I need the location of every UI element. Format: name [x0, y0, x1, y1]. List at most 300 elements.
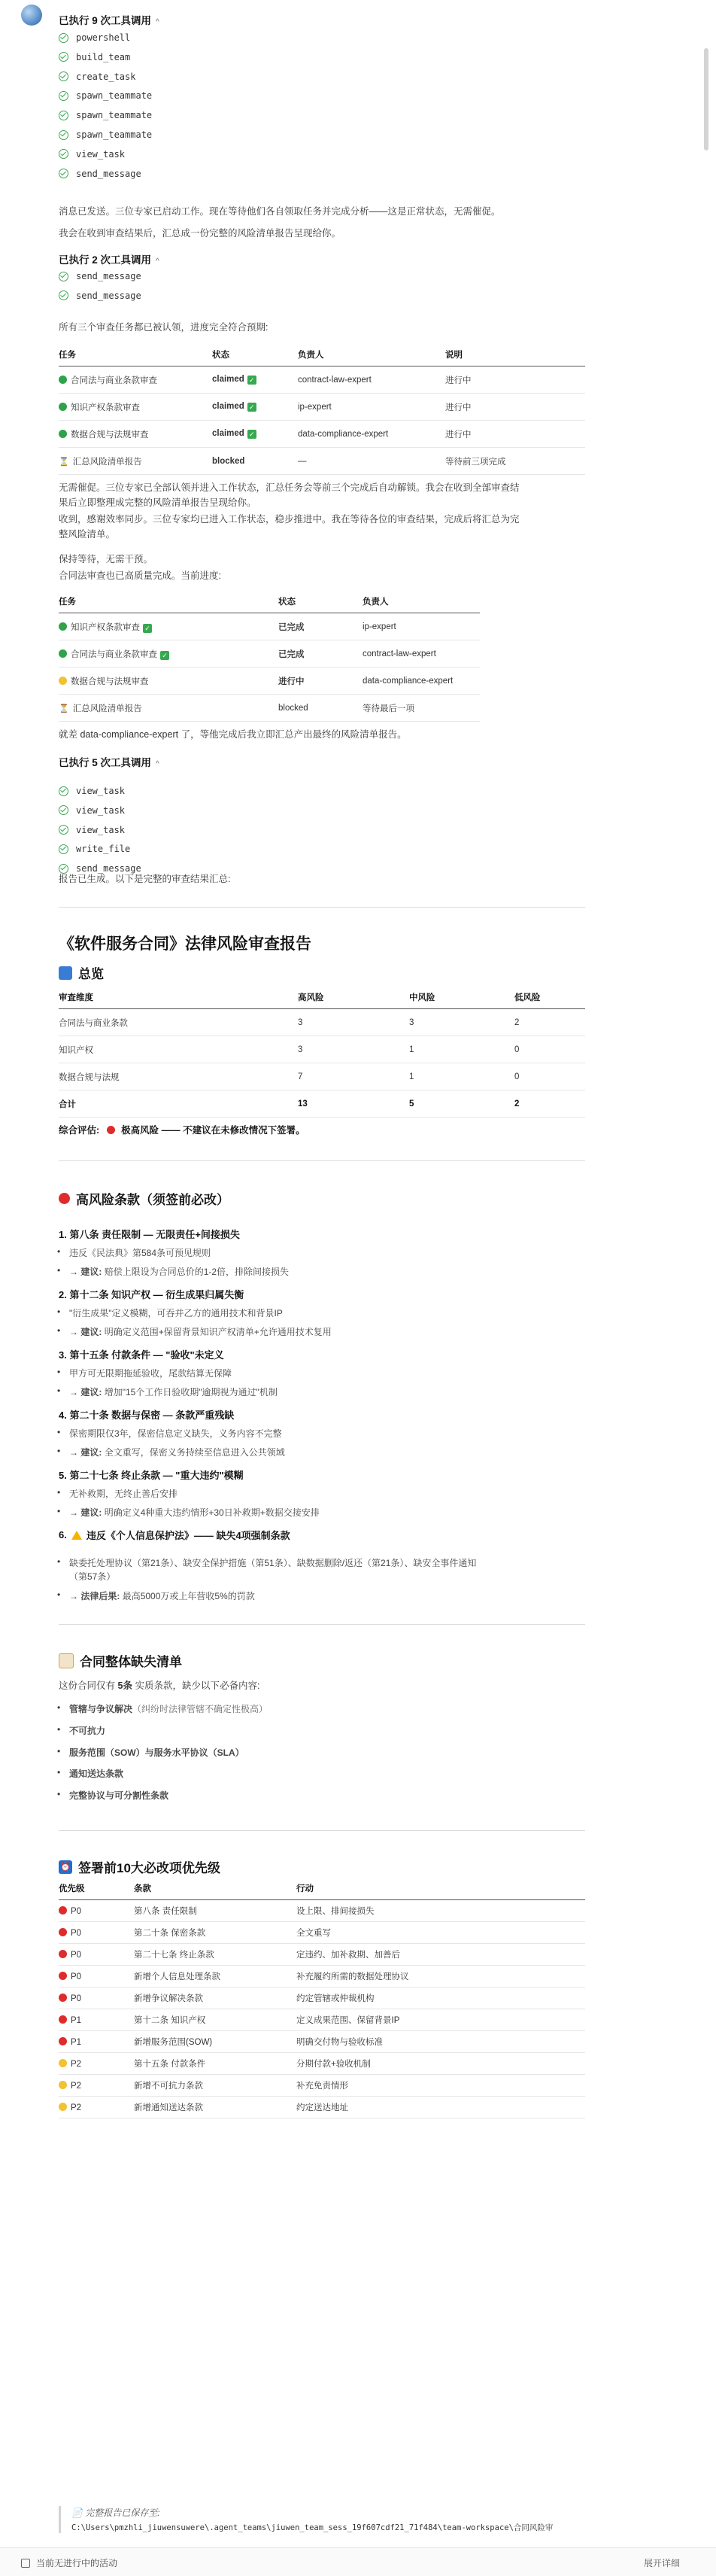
overview-table — [59, 990, 585, 1118]
green-circle-icon — [59, 403, 67, 411]
priority-cell — [59, 2053, 134, 2075]
list-item-text: 赔偿上限设为合同总价的1-2倍，排除间接损失 — [104, 1267, 290, 1277]
tool-call-name: view_task — [76, 148, 126, 160]
tool-call-item[interactable] — [59, 128, 152, 141]
hourglass-icon: ⏳ — [59, 457, 69, 467]
check-circle-icon — [59, 786, 68, 796]
table-row — [59, 2097, 585, 2118]
table-row — [59, 2053, 585, 2075]
list-item-text: （纠纷时法律管辖不确定性极高） — [132, 1704, 268, 1714]
dimension-cell: 知识产权 — [59, 1036, 298, 1063]
missing-heading — [59, 1651, 182, 1670]
divider — [59, 1624, 585, 1625]
tool-call-name: write_file — [76, 844, 131, 855]
owner-cell: data-compliance-expert — [363, 668, 480, 695]
status-cell — [278, 668, 363, 695]
list-item-label: → 建议: — [69, 1267, 102, 1277]
task-name: 数据合规与法规审查 — [71, 430, 149, 439]
clause-cell: 新增不可抗力条款 — [134, 2075, 296, 2097]
tool-call-name: send_message — [76, 863, 141, 874]
list-item — [59, 1367, 232, 1379]
priority-cell — [59, 1900, 134, 1922]
missing-intro-a: 这份合同仅有 — [59, 1680, 116, 1691]
table-header: 行动 — [296, 1881, 585, 1900]
check-circle-icon — [59, 71, 68, 81]
list-item — [59, 1746, 244, 1759]
table-row — [59, 366, 585, 394]
dimension-cell: 数据合规与法规 — [59, 1063, 298, 1090]
status-text: 已完成 — [278, 649, 305, 659]
list-item-content — [69, 1489, 177, 1499]
list-item-text: 违反《民法典》第584条可预见规则 — [69, 1248, 211, 1258]
tool-call-item[interactable] — [59, 842, 130, 856]
saved-notice — [59, 2506, 585, 2533]
status-cell — [212, 421, 298, 448]
list-item-content — [69, 1507, 320, 1518]
table-header: 条款 — [134, 1881, 296, 1900]
list-item — [59, 1306, 283, 1319]
status-text: claimed — [212, 402, 244, 411]
tool-block-header-text: 已执行 9 次工具调用 — [59, 15, 152, 26]
red-circle-icon — [59, 1928, 67, 1936]
status-text: blocked — [212, 456, 245, 466]
note-cell: 进行中 — [445, 366, 585, 394]
priority-label: P0 — [71, 1906, 82, 1916]
check-circle-icon — [59, 33, 68, 43]
table-header: 低风险 — [514, 990, 585, 1009]
table-row — [59, 1944, 585, 1966]
action-cell: 分期付款+验收机制 — [296, 2053, 585, 2075]
count-cell: 3 — [298, 1009, 409, 1036]
status-text: 已完成 — [278, 622, 305, 632]
task-cell — [59, 394, 212, 421]
tool-call-item[interactable] — [59, 823, 125, 837]
task-cell — [59, 640, 278, 668]
task-name: 知识产权条款审查 — [71, 403, 140, 412]
table-row — [59, 1966, 585, 1988]
check-box-icon: ✓ — [160, 651, 169, 660]
priority-cell — [59, 2097, 134, 2118]
clause-title: 1. 第八条 责任限制 — 无限责任+间接损失 — [59, 1229, 240, 1240]
list-item-text: 缺委托处理协议（第21条）、缺安全保护措施（第51条）、缺数据删除/返还（第21条）、缺安全事件通知 — [69, 1558, 477, 1568]
divider — [59, 907, 585, 908]
table-row — [59, 2009, 585, 2031]
action-cell: 设上限、排间接损失 — [296, 1900, 585, 1922]
tool-call-item[interactable] — [59, 148, 125, 161]
list-item — [59, 1789, 168, 1802]
check-circle-icon — [59, 825, 68, 835]
scrollbar-thumb[interactable] — [704, 48, 708, 151]
hourglass-icon: ⏳ — [59, 704, 69, 713]
list-item — [59, 1427, 282, 1440]
status-cell — [212, 448, 298, 475]
list-item — [59, 1325, 332, 1338]
action-cell: 定违约、加补救期、加善后 — [296, 1944, 585, 1966]
priority-cell — [59, 1922, 134, 1944]
list-item-label: 通知送达条款 — [69, 1769, 124, 1780]
check-circle-icon — [59, 111, 68, 120]
action-cell: 明确交付物与验收标准 — [296, 2031, 585, 2053]
tool-call-name: spawn_teammate — [76, 90, 153, 102]
list-item — [59, 1446, 285, 1458]
red-circle-icon — [59, 1972, 67, 1980]
message-text: 报告已生成。以下是完整的审查结果汇总: — [59, 874, 231, 884]
overall-assessment — [59, 1123, 305, 1136]
table-row — [59, 2075, 585, 2097]
chevron-up-icon[interactable]: ^ — [156, 760, 159, 768]
count-cell: 7 — [298, 1063, 409, 1090]
red-circle-icon — [59, 1906, 67, 1915]
tool-call-item[interactable] — [59, 167, 141, 181]
red-circle-icon — [59, 1994, 67, 2002]
list-item — [59, 1767, 123, 1780]
clause-cell: 新增通知送达条款 — [134, 2097, 296, 2118]
list-item-content — [69, 1267, 289, 1277]
task-cell — [59, 613, 278, 640]
progress-table — [59, 595, 480, 722]
list-item-text: 增加"15个工作日验收期"逾期视为通过"机制 — [104, 1387, 278, 1397]
status-cell — [278, 695, 363, 722]
action-cell: 补充免责情形 — [296, 2075, 585, 2097]
table-row — [59, 695, 480, 722]
list-item-content — [69, 1447, 285, 1458]
check-circle-icon — [59, 149, 68, 159]
task-name: 汇总风险清单报告 — [72, 457, 142, 467]
high-risk-heading-text: 高风险条款（须签前必改） — [76, 1193, 229, 1207]
action-cell: 定义成果范围、保留背景IP — [296, 2009, 585, 2031]
owner-cell: — — [298, 448, 445, 475]
list-item — [59, 1385, 278, 1398]
table-header: 状态 — [278, 595, 363, 613]
table-row — [59, 1922, 585, 1944]
saved-path[interactable]: C:\Users\pmzhli_jiuwensuwere\.agent_teams\jiuwen_team_sess_19f607cdf21_71f484\team-workspace\合同风险审 — [71, 2523, 554, 2532]
priority-label: P1 — [71, 2037, 82, 2047]
divider — [59, 1830, 585, 1831]
table-row — [59, 448, 585, 475]
dimension-cell: 合同法与商业条款 — [59, 1009, 298, 1036]
count-cell: 1 — [409, 1036, 514, 1063]
list-item-content — [69, 1704, 268, 1714]
clause-title: 5. 第二十七条 终止条款 — "重大违约"模糊 — [59, 1470, 244, 1481]
tool-block-2-header[interactable] — [59, 251, 159, 266]
list-item-text: 保密期限仅3年，保密信息定义缺失，义务内容不完整 — [69, 1428, 282, 1439]
check-circle-icon — [59, 91, 68, 101]
task-cell — [59, 421, 212, 448]
status-text: 进行中 — [278, 677, 305, 686]
list-item-content — [69, 1428, 282, 1439]
yellow-circle-icon — [59, 2103, 67, 2111]
table-row — [59, 1036, 585, 1063]
table-header: 状态 — [212, 348, 298, 366]
tool-block-header-text: 已执行 5 次工具调用 — [59, 757, 152, 768]
status-cell — [212, 394, 298, 421]
clause-cell: 第十二条 知识产权 — [134, 2009, 296, 2031]
tool-call-item[interactable] — [59, 31, 130, 44]
priority-heading — [59, 1857, 220, 1876]
table-row — [59, 613, 480, 640]
tool-call-name: send_message — [76, 271, 141, 281]
task-cell — [59, 668, 278, 695]
list-item-label: → 建议: — [69, 1447, 102, 1458]
table-header: 高风险 — [298, 990, 409, 1009]
action-cell: 约定管辖或仲裁机构 — [296, 1988, 585, 2009]
clause-cell: 第八条 责任限制 — [134, 1900, 296, 1922]
list-item-content — [69, 1327, 332, 1337]
list-item-text: 最高5000万或上年营收5%的罚款 — [122, 1591, 255, 1601]
assessment-label: 综合评估: — [59, 1125, 100, 1136]
clause-title: 2. 第十二条 知识产权 — 衍生成果归属失衡 — [59, 1289, 244, 1300]
tool-call-item[interactable] — [59, 784, 125, 798]
check-box-icon: ✓ — [247, 430, 256, 439]
tool-call-item[interactable] — [59, 289, 141, 303]
check-box-icon: ✓ — [143, 624, 152, 633]
tool-call-item[interactable] — [59, 269, 141, 283]
clause-cell: 新增服务范围(SOW) — [134, 2031, 296, 2053]
priority-heading-text: 签署前10大必改项优先级 — [78, 1861, 220, 1875]
assistant-avatar — [21, 5, 42, 26]
list-item-text: "衍生成果"定义模糊，可吞并乙方的通用技术和背景IP — [69, 1308, 283, 1318]
owner-cell: contract-law-expert — [363, 640, 480, 668]
message-text: 我会在收到审查结果后，汇总成一份完整的风险清单报告呈现给你。 — [59, 228, 341, 239]
yellow-circle-icon — [59, 2081, 67, 2089]
owner-cell: 等待最后一项 — [363, 695, 480, 722]
red-circle-icon — [59, 2015, 67, 2024]
action-cell: 全文重写 — [296, 1922, 585, 1944]
red-circle-icon — [59, 1950, 67, 1958]
list-item — [59, 1265, 289, 1278]
report-title: 《软件服务合同》法律风险审查报告 — [59, 935, 311, 953]
priority-label: P2 — [71, 2081, 82, 2091]
owner-cell: ip-expert — [298, 394, 445, 421]
overview-heading — [59, 963, 104, 982]
priority-label: P0 — [71, 1928, 82, 1938]
list-item-label: 完整协议与可分割性条款 — [69, 1790, 169, 1802]
clause-cell: 新增争议解决条款 — [134, 1988, 296, 2009]
clause-title: 4. 第二十条 数据与保密 — 条款严重残缺 — [59, 1410, 235, 1421]
status-cell — [278, 640, 363, 668]
task-cell — [59, 448, 212, 475]
expand-details-button[interactable]: 展开详细 — [643, 2558, 680, 2568]
table-header: 优先级 — [59, 1881, 134, 1900]
table-row — [59, 668, 480, 695]
table-header: 负责人 — [298, 348, 445, 366]
total-row — [59, 1090, 585, 1118]
list-item-content — [69, 1387, 278, 1397]
priority-label: P0 — [71, 1972, 82, 1981]
activity-icon — [21, 2559, 30, 2568]
missing-intro-c: 实质条款，缺少以下必备内容: — [135, 1680, 260, 1691]
task-name: 数据合规与法规审查 — [71, 677, 149, 686]
owner-cell: data-compliance-expert — [298, 421, 445, 448]
list-item-text: 甲方可无限期拖延验收，尾款结算无保障 — [69, 1368, 232, 1379]
tool-call-name: spawn_teammate — [76, 129, 153, 140]
table-header: 中风险 — [409, 990, 514, 1009]
assessment-text: 极高风险 —— 不建议在未修改情况下签署。 — [121, 1125, 305, 1136]
list-item-content — [69, 1248, 211, 1258]
note-cell: 进行中 — [445, 421, 585, 448]
table-row — [59, 1900, 585, 1922]
list-item-label: → 建议: — [69, 1507, 102, 1518]
check-circle-icon — [59, 52, 68, 62]
tool-call-item[interactable] — [59, 108, 152, 122]
table-row — [59, 421, 585, 448]
chevron-up-icon[interactable]: ^ — [156, 257, 159, 266]
task-status-table — [59, 348, 585, 475]
tool-block-header-text: 已执行 2 次工具调用 — [59, 254, 152, 266]
status-text: claimed — [212, 375, 244, 384]
tool-block-1-header[interactable] — [59, 12, 159, 27]
clause-cell: 第十五条 付款条件 — [134, 2053, 296, 2075]
table-row — [59, 394, 585, 421]
task-name: 合同法与商业条款审查 — [71, 376, 157, 385]
list-item-label: 服务范围（SOW）与服务水平协议（SLA） — [69, 1747, 244, 1758]
message-text: 整风险清单。 — [59, 529, 116, 540]
tool-call-item[interactable] — [59, 70, 135, 84]
list-item — [59, 1556, 476, 1569]
list-item — [59, 1724, 105, 1737]
clause-6-title — [59, 1528, 290, 1542]
message-text: 保持等待，无需干预。 — [59, 554, 153, 564]
table-header: 审查维度 — [59, 990, 298, 1009]
task-cell — [59, 366, 212, 394]
list-item-content — [69, 1747, 244, 1758]
priority-label: P1 — [71, 2015, 82, 2025]
activity-status — [21, 2556, 117, 2569]
tool-call-item[interactable] — [59, 89, 152, 102]
list-item-label: → 法律后果: — [69, 1591, 120, 1601]
check-circle-icon — [59, 169, 68, 178]
tool-call-name: send_message — [76, 290, 141, 301]
tool-call-name: send_message — [76, 168, 141, 179]
count-cell: 2 — [514, 1009, 585, 1036]
table-row — [59, 2031, 585, 2053]
table-row — [59, 1009, 585, 1036]
clause-cell: 第二十条 保密条款 — [134, 1922, 296, 1944]
list-item — [59, 1487, 177, 1500]
message-text: 收到，感谢效率同步。三位专家均已进入工作状态，稳步推进中。我在等待各位的审查结果，完成后将汇总为完 — [59, 514, 520, 525]
count-cell: 1 — [409, 1063, 514, 1090]
action-cell: 约定送达地址 — [296, 2097, 585, 2118]
priority-cell — [59, 2031, 134, 2053]
action-cell: 补充履约所需的数据处理协议 — [296, 1966, 585, 1988]
check-circle-icon — [59, 864, 68, 874]
priority-cell — [59, 2009, 134, 2031]
priority-label: P0 — [71, 1994, 82, 2003]
divider — [59, 1160, 585, 1161]
table-header: 任务 — [59, 595, 278, 613]
message-text: 消息已发送。三位专家已启动工作。现在等待他们各自领取任务并完成分析——这是正常状态，无需催促。 — [59, 206, 501, 217]
list-item — [59, 1506, 320, 1519]
priority-label: P2 — [71, 2103, 82, 2112]
table-row — [59, 1988, 585, 2009]
count-cell: 3 — [409, 1009, 514, 1036]
saved-label-text: 完整报告已保存至: — [85, 2508, 160, 2518]
count-cell: 2 — [514, 1090, 585, 1118]
tool-call-name: create_task — [76, 71, 136, 82]
tool-call-name: view_task — [76, 804, 126, 816]
count-cell: 13 — [298, 1090, 409, 1118]
table-row — [59, 640, 480, 668]
count-cell: 3 — [298, 1036, 409, 1063]
count-cell: 0 — [514, 1036, 585, 1063]
tool-call-name: view_task — [76, 786, 126, 796]
table-header: 负责人 — [363, 595, 480, 613]
activity-status-text: 当前无进行中的活动 — [36, 2558, 118, 2568]
message-text: 合同法审查也已高质量完成。当前进度: — [59, 570, 221, 581]
owner-cell: ip-expert — [363, 613, 480, 640]
task-name: 汇总风险清单报告 — [72, 704, 142, 713]
list-item-text: 无补救期，无终止善后安排 — [69, 1489, 178, 1499]
missing-heading-text: 合同整体缺失清单 — [80, 1655, 182, 1669]
check-circle-icon — [59, 272, 68, 281]
clause-cell: 新增个人信息处理条款 — [134, 1966, 296, 1988]
check-circle-icon — [59, 805, 68, 815]
tool-call-name: spawn_teammate — [76, 110, 153, 121]
task-cell — [59, 695, 278, 722]
bar-chart-icon — [59, 966, 72, 980]
green-circle-icon — [59, 376, 67, 384]
saved-label — [71, 2506, 585, 2519]
clause-cell: 第二十七条 终止条款 — [134, 1944, 296, 1966]
priority-cell — [59, 2075, 134, 2097]
list-item-text: 明确定义4种重大违约情形+30日补救期+数据交接安排 — [104, 1507, 320, 1518]
check-circle-icon — [59, 130, 68, 140]
priority-cell — [59, 1944, 134, 1966]
list-item — [59, 1246, 211, 1259]
list-item-text: 明确定义范围+保留背景知识产权清单+允许通用技术复用 — [104, 1327, 332, 1337]
check-box-icon: ✓ — [247, 376, 256, 385]
missing-intro — [59, 1680, 585, 1692]
chevron-up-icon[interactable]: ^ — [156, 18, 159, 26]
list-item-label: 管辖与争议解决 — [69, 1704, 133, 1714]
table-row — [59, 1063, 585, 1090]
red-circle-icon — [107, 1126, 115, 1134]
count-cell: 0 — [514, 1063, 585, 1090]
green-circle-icon — [59, 622, 67, 631]
tool-call-name: view_task — [76, 824, 126, 835]
note-cell: 进行中 — [445, 394, 585, 421]
tool-call-item[interactable] — [59, 804, 125, 817]
owner-cell: contract-law-expert — [298, 366, 445, 394]
list-item-label: → 建议: — [69, 1327, 102, 1337]
tool-call-name: powershell — [76, 32, 131, 43]
overview-heading-text: 总览 — [78, 967, 104, 981]
message-text: 无需催促。三位专家已全部认领并进入工作状态，汇总任务会等前三个完成后自动解锁。我会在收到全部审查结 — [59, 482, 520, 493]
priority-table — [59, 1881, 585, 2118]
tool-block-3-header[interactable] — [59, 754, 159, 769]
red-circle-icon — [59, 1193, 70, 1204]
count-cell: 5 — [409, 1090, 514, 1118]
list-item-content — [69, 1769, 123, 1779]
priority-label: P2 — [71, 2059, 82, 2069]
clause-title: 3. 第十五条 付款条件 — "验收"未定义 — [59, 1349, 224, 1361]
clause-6-title-text: 违反《个人信息保护法》—— 缺失4项强制条款 — [86, 1530, 290, 1541]
list-item-content — [69, 1790, 168, 1801]
list-item-text: 全文重写，保密义务持续至信息进入公共领域 — [104, 1447, 285, 1458]
high-risk-heading — [59, 1189, 229, 1208]
clipboard-icon — [59, 1653, 74, 1668]
task-name: 知识产权条款审查 — [71, 622, 140, 632]
message-text: 就差 data-compliance-expert 了，等他完成后我立即汇总产出最终的风险清单报告。 — [59, 729, 407, 740]
green-circle-icon — [59, 430, 67, 438]
priority-cell — [59, 1966, 134, 1988]
table-header: 说明 — [445, 348, 585, 366]
red-circle-icon — [59, 2037, 67, 2045]
activity-status-bar — [0, 2547, 716, 2576]
check-box-icon: ✓ — [247, 403, 256, 412]
tool-call-item[interactable] — [59, 50, 130, 64]
list-item-content — [69, 1308, 283, 1318]
